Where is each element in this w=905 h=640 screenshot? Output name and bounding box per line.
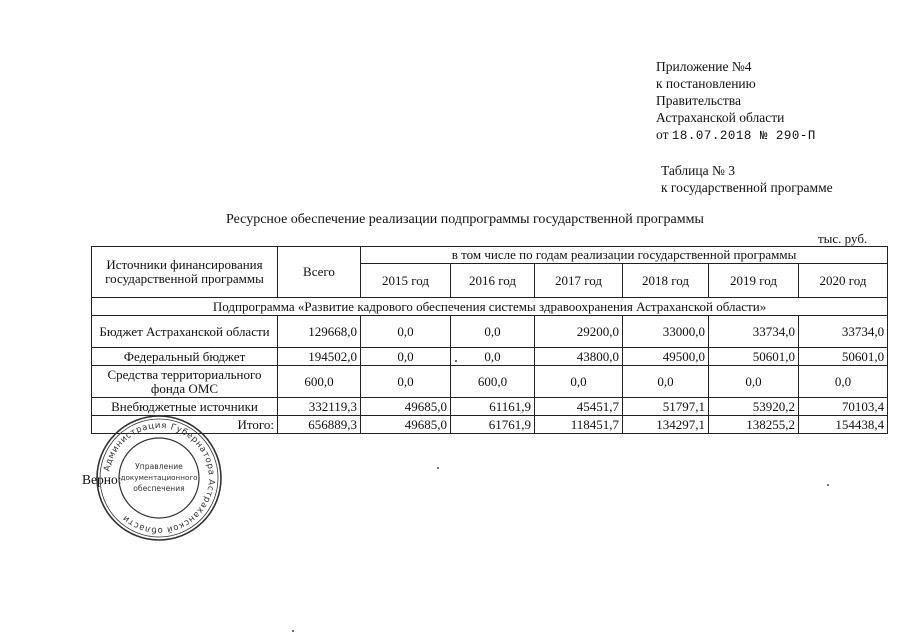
table-row: [92, 316, 888, 348]
cell-value: 33000,0: [623, 316, 709, 348]
cell-value: 0,0: [709, 366, 799, 398]
cell-value: 0,0: [361, 366, 451, 398]
cell-value: 29200,0: [535, 316, 623, 348]
row-total: 600,0: [278, 366, 361, 398]
cell-value: 33734,0: [709, 316, 799, 348]
cell-value: 0,0: [451, 348, 535, 366]
from-label: от: [656, 127, 669, 142]
certification-mark: Верно:: [82, 472, 122, 487]
cell-value: 49685,0: [361, 398, 451, 416]
cell-value: 51797,1: [623, 398, 709, 416]
subprogram-row: [92, 298, 888, 316]
table-row: [92, 366, 888, 398]
cell-value: 600,0: [451, 366, 535, 398]
official-seal-icon: [94, 413, 224, 543]
row-label: Бюджет Астраханской области: [92, 316, 278, 348]
cell-value: 43800,0: [535, 348, 623, 366]
cell-value: 154438,4: [799, 416, 888, 434]
cell-value: 50601,0: [799, 348, 888, 366]
row-label: Внебюджетные источники: [92, 398, 278, 416]
row-total: 129668,0: [278, 316, 361, 348]
table-row: [92, 348, 888, 366]
appendix-line-2: к постановлению: [656, 76, 756, 91]
document-title: Ресурсное обеспечение реализации подпрограммы государственной программы: [226, 212, 704, 227]
cell-value: 0,0: [451, 316, 535, 348]
header-year: 2020 год: [799, 264, 888, 298]
cell-value: 49685,0: [361, 416, 451, 434]
header-year: 2018 год: [623, 264, 709, 298]
header-total: Всего: [278, 247, 361, 298]
cell-value: 0,0: [361, 348, 451, 366]
cell-value: 61161,9: [451, 398, 535, 416]
table-reference-line-2: к государственной программе: [661, 180, 833, 195]
cell-value: 49500,0: [623, 348, 709, 366]
grand-total: 656889,3: [278, 416, 361, 434]
appendix-block: [656, 58, 816, 145]
header-year: 2016 год: [451, 264, 535, 298]
cell-value: 134297,1: [623, 416, 709, 434]
row-total: 332119,3: [278, 398, 361, 416]
scan-speck: [292, 630, 294, 632]
cell-value: 50601,0: [709, 348, 799, 366]
appendix-line-3: Правительства: [656, 93, 741, 108]
cell-value: 33734,0: [799, 316, 888, 348]
cell-value: 53920,2: [709, 398, 799, 416]
cell-value: 118451,7: [535, 416, 623, 434]
header-year: 2017 год: [535, 264, 623, 298]
cell-value: 70103,4: [799, 398, 888, 416]
table-reference: [661, 162, 833, 196]
row-label: Средства территориального фонда ОМС: [92, 366, 278, 398]
cell-value: 45451,7: [535, 398, 623, 416]
row-total: 194502,0: [278, 348, 361, 366]
appendix-line-1: Приложение №4: [656, 59, 752, 74]
seal-ring-text: Администрация Губернатора Астраханской области: [102, 420, 217, 536]
table-reference-line-1: Таблица № 3: [661, 163, 735, 178]
resource-table: [91, 246, 888, 434]
header-sources: Источники финансирования государственной программы: [92, 247, 278, 298]
header-row-1: [92, 247, 888, 264]
header-year: 2015 год: [361, 264, 451, 298]
cell-value: 61761,9: [451, 416, 535, 434]
header-year: 2019 год: [709, 264, 799, 298]
cell-value: 0,0: [361, 316, 451, 348]
seal-center-line-2: документационного: [120, 473, 198, 482]
scan-speck: [437, 467, 439, 469]
cell-value: 0,0: [535, 366, 623, 398]
decree-date-number: 18.07.2018 № 290-П: [671, 129, 816, 143]
cell-value: 0,0: [799, 366, 888, 398]
subprogram-title: Подпрограмма «Развитие кадрового обеспечения системы здравоохранения Астраханской области»: [92, 298, 888, 316]
scan-speck: [455, 360, 457, 362]
unit-label: тыс. руб.: [818, 231, 868, 246]
scan-speck: [827, 484, 829, 486]
cell-value: 138255,2: [709, 416, 799, 434]
seal-center-line-1: Управление: [135, 462, 183, 471]
row-label: Федеральный бюджет: [92, 348, 278, 366]
cell-value: 0,0: [623, 366, 709, 398]
seal-center-line-3: обеспечения: [133, 484, 185, 493]
appendix-date-line: [656, 126, 816, 145]
header-years-group: в том числе по годам реализации государственной программы: [361, 247, 888, 264]
appendix-line-4: Астраханской области: [656, 110, 785, 125]
total-label: Итого:: [92, 416, 278, 434]
